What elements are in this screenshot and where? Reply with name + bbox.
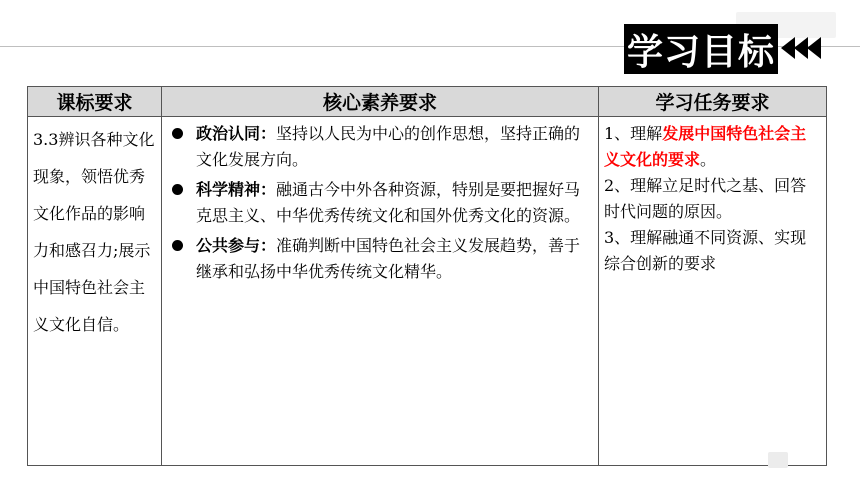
- objectives-table: [27, 86, 827, 466]
- double-chevron-left-icon: [781, 34, 831, 62]
- header-core: 核心素养要求: [162, 87, 599, 117]
- task-3: 3、理解融通不同资源、实现综合创新的要求: [604, 228, 807, 273]
- header-tasks: 学习任务要求: [599, 87, 827, 117]
- task-1-suffix: 。: [700, 150, 717, 169]
- page-number-badge: [768, 452, 788, 468]
- core-key: 科学精神：: [196, 180, 277, 199]
- bullet-icon: [172, 184, 183, 195]
- core-text: 坚持以人民为中心的创作思想，坚持正确的文化发展方向。: [196, 124, 581, 169]
- core-key: 公共参与：: [196, 236, 277, 255]
- table-row: [28, 117, 827, 466]
- bullet-icon: [172, 240, 183, 251]
- list-item: [170, 233, 592, 285]
- tasks-list: [599, 117, 826, 277]
- core-text: 融通古今中外各种资源，特别是要把握好马克思主义、中华优秀传统文化和国外优秀文化的资源。: [196, 180, 581, 225]
- list-item: [170, 177, 592, 229]
- core-key: 政治认同：: [196, 124, 277, 143]
- page-title: 学习目标: [624, 24, 778, 74]
- cell-tasks: [599, 117, 827, 466]
- bullet-icon: [172, 128, 183, 139]
- cell-core: [162, 117, 599, 466]
- core-list: [162, 117, 598, 285]
- list-item: [170, 121, 592, 173]
- task-2: 2、理解立足时代之基、回答时代问题的原因。: [604, 176, 807, 221]
- task-1-highlight: 发展中国特色社会主义文化的要求: [604, 124, 807, 169]
- header-standard: 课标要求: [28, 87, 162, 117]
- table-header-row: [28, 87, 827, 117]
- task-1: [604, 121, 822, 173]
- cell-standard: [28, 117, 162, 466]
- standard-text: 3.3辨识各种文化现象，领悟优秀文化作品的影响力和感召力;展示中国特色社会主义文化自信。: [33, 130, 155, 334]
- task-1-prefix: 1、理解: [604, 124, 663, 143]
- core-text: 准确判断中国特色社会主义发展趋势，善于继承和弘扬中华优秀传统文化精华。: [196, 236, 581, 281]
